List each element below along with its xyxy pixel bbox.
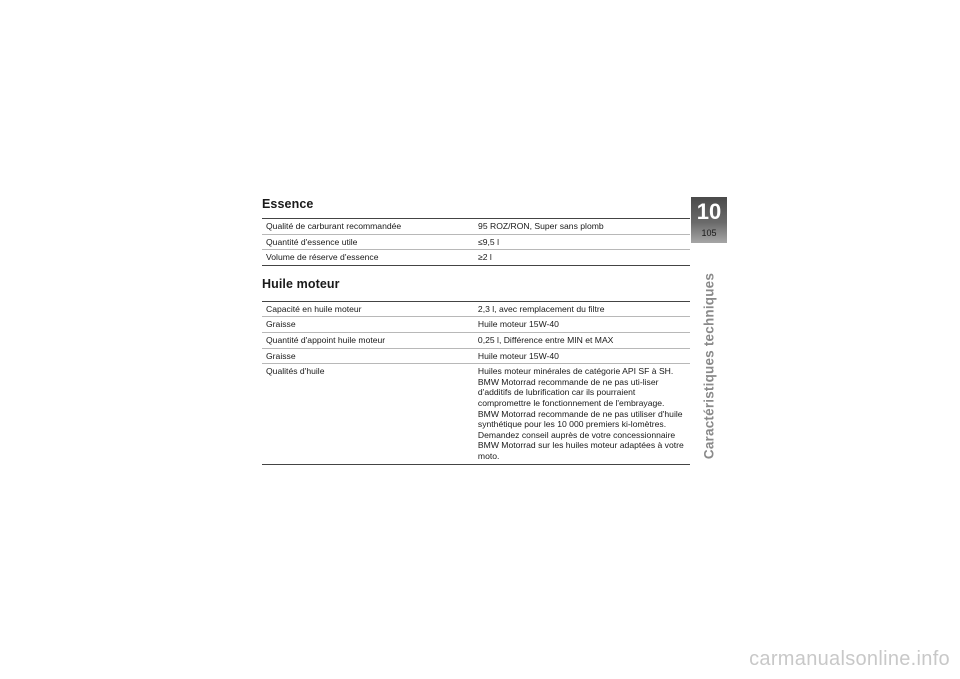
spec-value: Huile moteur 15W-40 <box>477 350 559 361</box>
spec-value: ≥2 l <box>478 252 492 263</box>
table-row <box>262 332 690 348</box>
table-row <box>262 317 690 333</box>
page-number: 105 <box>701 228 717 238</box>
spec-label: Capacité en huile moteur <box>266 303 362 314</box>
table-row <box>262 348 690 364</box>
spec-label: Qualité de carburant recommandée <box>266 221 402 231</box>
table-row <box>262 234 690 250</box>
section-title-fuel: Essence <box>262 197 314 211</box>
chapter-number: 10 <box>696 199 722 224</box>
spec-value: ≤9,5 l <box>478 236 500 247</box>
chapter-side-title: Caractéristiques techniques <box>701 272 717 460</box>
spec-content <box>262 196 690 465</box>
engine-oil-spec-table <box>262 301 690 465</box>
spec-value: Huile moteur 15W-40 <box>477 319 559 330</box>
spec-label: Graisse <box>266 350 296 361</box>
spec-label: Quantité d'appoint huile moteur <box>266 334 386 345</box>
fuel-spec-table <box>262 218 690 266</box>
table-row <box>262 301 690 317</box>
section-title-engine-oil: Huile moteur <box>262 276 340 291</box>
spec-value: 0,25 l, Différence entre MIN et MAX <box>477 334 614 345</box>
table-row <box>262 364 690 464</box>
spec-value: 95 ROZ/RON, Super sans plomb <box>478 221 604 231</box>
spec-label: Graisse <box>266 319 296 330</box>
chapter-tab <box>691 197 727 243</box>
spec-label: Volume de réserve d'essence <box>266 252 379 263</box>
watermark: carmanualsonline.info <box>749 648 950 670</box>
spec-value: Huiles moteur minérales de catégorie API SF à SH. BMW Motorrad recommande de ne pas uti-liser d'additifs de lubrification car ils pourraient compromettre le fonctionnement de l'embrayage. BMW Motorrad recommande de ne pas utiliser d'huile synthétique pour les 10 000 premiers ki-lomètres. Demandez conseil auprès de votre concessionnaire BMW Motorrad sur les huiles moteur adaptées à votre moto. <box>477 366 684 461</box>
spec-label: Qualités d'huile <box>266 366 325 377</box>
table-row <box>262 219 690 235</box>
spec-value: 2,3 l, avec remplacement du filtre <box>477 303 605 314</box>
table-row <box>262 250 690 266</box>
spec-label: Quantité d'essence utile <box>266 236 358 247</box>
